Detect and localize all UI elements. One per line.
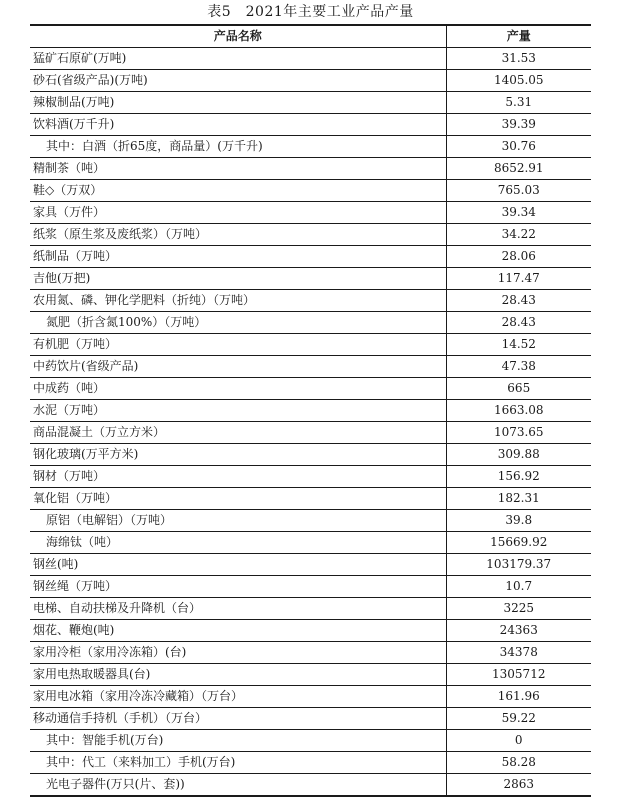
table-row	[30, 180, 591, 202]
table-header	[30, 25, 591, 48]
production-table	[30, 24, 591, 797]
table-row	[30, 378, 591, 400]
output-value-cell: 2863	[446, 774, 591, 797]
table-row	[30, 774, 591, 797]
product-name-cell: 砂石(省级产品)(万吨)	[30, 70, 446, 92]
product-name-cell: 光电子器件(万只(片、套))	[30, 774, 446, 797]
product-name-cell: 家用冷柜（家用冷冻箱）(台)	[30, 642, 446, 664]
product-name-cell: 饮料酒(万千升)	[30, 114, 446, 136]
table-row	[30, 48, 591, 70]
output-value-cell: 103179.37	[446, 554, 591, 576]
output-value-cell: 34378	[446, 642, 591, 664]
product-name-cell: 纸浆（原生浆及废纸浆）（万吨）	[30, 224, 446, 246]
table-row	[30, 686, 591, 708]
product-name-cell: 中药饮片(省级产品)	[30, 356, 446, 378]
table-row	[30, 708, 591, 730]
product-name-cell: 钢丝绳（万吨）	[30, 576, 446, 598]
output-value-cell: 28.06	[446, 246, 591, 268]
output-value-cell: 765.03	[446, 180, 591, 202]
product-name-cell: 农用氮、磷、钾化学肥料（折纯）（万吨）	[30, 290, 446, 312]
table-row	[30, 92, 591, 114]
table-row	[30, 246, 591, 268]
output-value-cell: 47.38	[446, 356, 591, 378]
product-name-cell: 钢化玻璃(万平方米)	[30, 444, 446, 466]
product-name-cell: 烟花、鞭炮(吨)	[30, 620, 446, 642]
table-row	[30, 70, 591, 92]
table-row	[30, 400, 591, 422]
product-name-cell: 氧化铝（万吨）	[30, 488, 446, 510]
product-name-cell: 商品混凝土（万立方米）	[30, 422, 446, 444]
output-value-cell: 1073.65	[446, 422, 591, 444]
product-name-cell: 其中：智能手机(万台)	[30, 730, 446, 752]
table-row	[30, 488, 591, 510]
output-value-cell: 117.47	[446, 268, 591, 290]
output-value-cell: 30.76	[446, 136, 591, 158]
product-name-cell: 其中：代工（来料加工）手机(万台)	[30, 752, 446, 774]
product-name-cell: 氮肥（折含氮100%）（万吨）	[30, 312, 446, 334]
output-value-cell: 10.7	[446, 576, 591, 598]
product-name-cell: 原铝（电解铝）（万吨）	[30, 510, 446, 532]
output-value-cell: 0	[446, 730, 591, 752]
table-row	[30, 268, 591, 290]
header-row	[30, 25, 591, 48]
table-row	[30, 422, 591, 444]
table-row	[30, 752, 591, 774]
table-row	[30, 598, 591, 620]
header-product-name: 产品名称	[30, 25, 446, 48]
table-row	[30, 466, 591, 488]
product-name-cell: 电梯、自动扶梯及升降机（台）	[30, 598, 446, 620]
output-value-cell: 14.52	[446, 334, 591, 356]
table-row	[30, 554, 591, 576]
output-value-cell: 34.22	[446, 224, 591, 246]
output-value-cell: 28.43	[446, 312, 591, 334]
product-name-cell: 辣椒制品(万吨)	[30, 92, 446, 114]
output-value-cell: 1405.05	[446, 70, 591, 92]
product-name-cell: 精制茶（吨）	[30, 158, 446, 180]
table-row	[30, 532, 591, 554]
output-value-cell: 15669.92	[446, 532, 591, 554]
table-row	[30, 576, 591, 598]
product-name-cell: 有机肥（万吨）	[30, 334, 446, 356]
product-name-cell: 中成药（吨）	[30, 378, 446, 400]
output-value-cell: 31.53	[446, 48, 591, 70]
table-caption: 表5 2021年主要工业产品产量	[207, 4, 414, 20]
table-body	[30, 48, 591, 797]
table-row	[30, 312, 591, 334]
table-row	[30, 202, 591, 224]
product-name-cell: 钢材（万吨）	[30, 466, 446, 488]
output-value-cell: 24363	[446, 620, 591, 642]
output-value-cell: 665	[446, 378, 591, 400]
product-name-cell: 家用电热取暖器具(台)	[30, 664, 446, 686]
output-value-cell: 161.96	[446, 686, 591, 708]
table-row	[30, 664, 591, 686]
header-output: 产量	[446, 25, 591, 48]
output-value-cell: 39.8	[446, 510, 591, 532]
table-row	[30, 114, 591, 136]
product-name-cell: 鞋◇（万双）	[30, 180, 446, 202]
output-value-cell: 3225	[446, 598, 591, 620]
table-row	[30, 444, 591, 466]
output-value-cell: 5.31	[446, 92, 591, 114]
output-value-cell: 1663.08	[446, 400, 591, 422]
output-value-cell: 39.34	[446, 202, 591, 224]
product-name-cell: 纸制品（万吨）	[30, 246, 446, 268]
table-row	[30, 158, 591, 180]
table-row	[30, 224, 591, 246]
product-name-cell: 钢丝(吨)	[30, 554, 446, 576]
output-value-cell: 59.22	[446, 708, 591, 730]
output-value-cell: 309.88	[446, 444, 591, 466]
table-row	[30, 356, 591, 378]
output-value-cell: 1305712	[446, 664, 591, 686]
output-value-cell: 28.43	[446, 290, 591, 312]
product-name-cell: 水泥（万吨）	[30, 400, 446, 422]
product-name-cell: 吉他(万把)	[30, 268, 446, 290]
table-row	[30, 510, 591, 532]
table-row	[30, 136, 591, 158]
product-name-cell: 家用电冰箱（家用冷冻冷藏箱）（万台）	[30, 686, 446, 708]
product-name-cell: 海绵钛（吨）	[30, 532, 446, 554]
output-value-cell: 182.31	[446, 488, 591, 510]
table-row	[30, 290, 591, 312]
table-row	[30, 334, 591, 356]
product-name-cell: 移动通信手持机（手机）（万台）	[30, 708, 446, 730]
output-value-cell: 58.28	[446, 752, 591, 774]
product-name-cell: 其中：白酒（折65度，商品量）(万千升)	[30, 136, 446, 158]
product-name-cell: 家具（万件）	[30, 202, 446, 224]
output-value-cell: 39.39	[446, 114, 591, 136]
output-value-cell: 8652.91	[446, 158, 591, 180]
product-name-cell: 猛矿石原矿(万吨)	[30, 48, 446, 70]
table-row	[30, 620, 591, 642]
table-row	[30, 730, 591, 752]
output-value-cell: 156.92	[446, 466, 591, 488]
table-row	[30, 642, 591, 664]
